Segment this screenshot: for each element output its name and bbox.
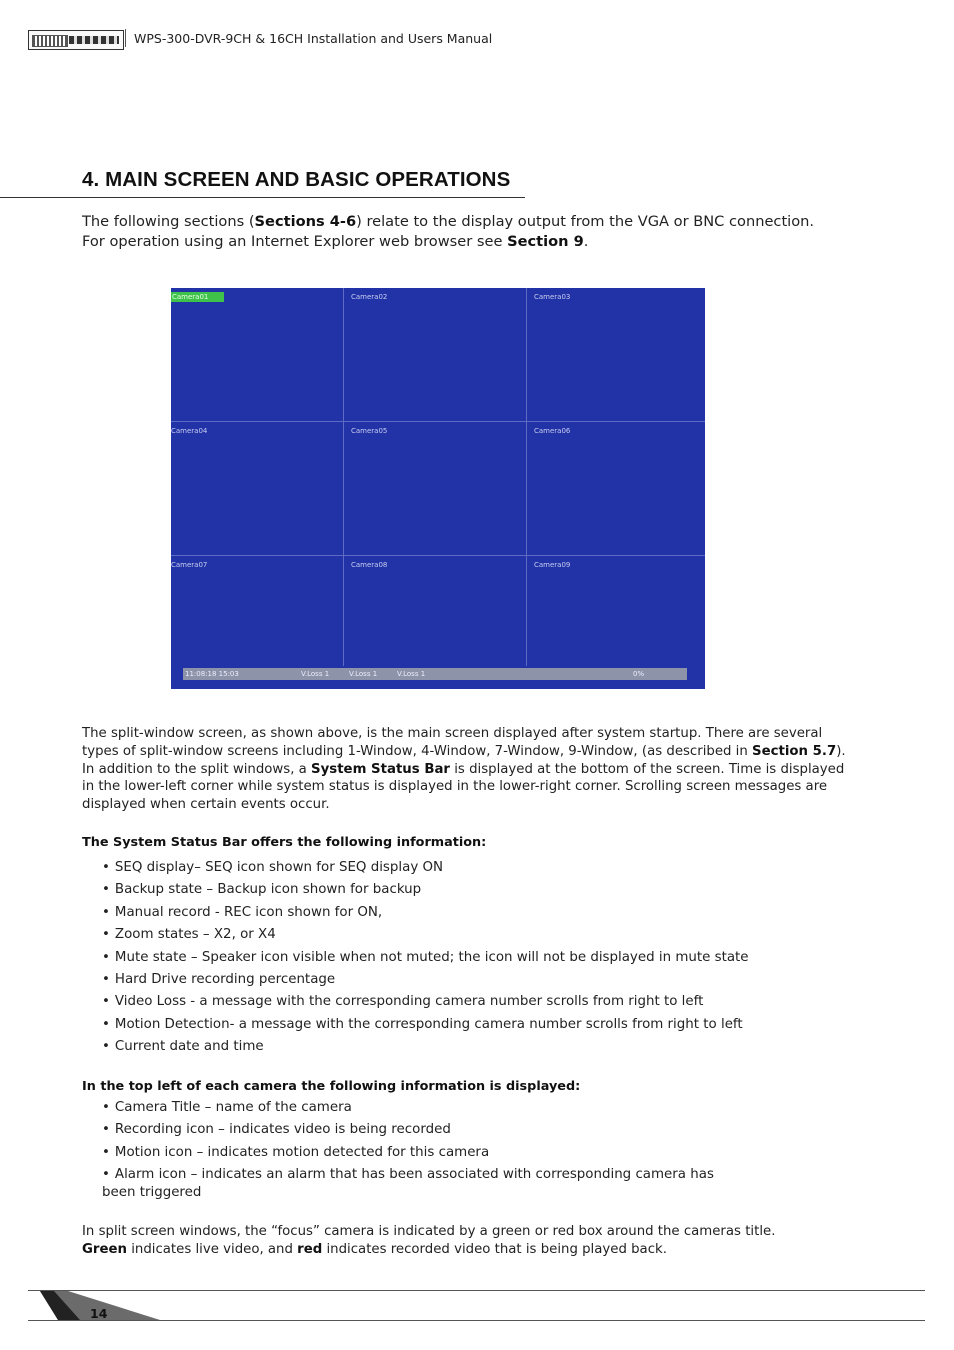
list-item: • Alarm icon – indicates an alarm that has been associated with corresponding camera has been triggered [102, 1166, 742, 1202]
dvr-main-screen [171, 288, 705, 689]
list-item: • Zoom states – X2, or X4 [102, 926, 749, 948]
list-item: • Video Loss - a message with the corresponding camera number scrolls from right to left [102, 993, 749, 1015]
list-item: • Motion icon – indicates motion detected for this camera [102, 1144, 742, 1166]
status-video-loss: V.Loss 1 [349, 670, 378, 678]
list-item: • Camera Title – name of the camera [102, 1099, 742, 1121]
title-divider [0, 197, 525, 198]
footer-divider [28, 1290, 925, 1291]
status-bar-heading: The System Status Bar offers the following information: [82, 835, 487, 850]
list-item: • Current date and time [102, 1038, 749, 1060]
grid-divider [171, 555, 705, 556]
list-item: • Manual record - REC icon shown for ON, [102, 904, 749, 926]
status-bar-list [102, 859, 749, 1061]
manual-title: WPS-300-DVR-9CH & 16CH Installation and Users Manual [134, 31, 493, 46]
split-window-paragraph: The split-window screen, as shown above, is the main screen displayed after system startup. There are several types of split-window screens including 1-Window, 4-Window, 7-Window, 9-Window, (as described in Section 5.7). In addition to the split windows, a System Status Bar is displayed at the bottom of the screen. Time is displayed in the lower-left corner while system status is displayed in the lower-right corner. Scrolling screen messages are displayed when certain events occur. [82, 726, 846, 813]
dvr-device-icon [28, 30, 124, 50]
camera-title-focused[interactable]: Camera01 [171, 292, 224, 302]
status-video-loss: V.Loss 1 [301, 670, 330, 678]
camera-title[interactable]: Camera05 [351, 427, 388, 435]
camera-title[interactable]: Camera02 [351, 293, 388, 301]
camera-title[interactable]: Camera07 [171, 561, 208, 569]
camera-title[interactable]: Camera09 [534, 561, 571, 569]
list-item: • Motion Detection- a message with the corresponding camera number scrolls from right to left [102, 1016, 749, 1038]
list-item: • Mute state – Speaker icon visible when not muted; the icon will not be displayed in mute state [102, 949, 749, 971]
page-number: 14 [90, 1306, 108, 1321]
focus-camera-paragraph: In split screen windows, the “focus” camera is indicated by a green or red box around the cameras title. Green indicates live video, and red indicates recorded video that is being played back. [82, 1224, 776, 1257]
grid-divider [526, 288, 527, 666]
footer-divider [28, 1320, 925, 1321]
grid-divider [171, 421, 705, 422]
list-item: • SEQ display– SEQ icon shown for SEQ display ON [102, 859, 749, 881]
list-item: • Hard Drive recording percentage [102, 971, 749, 993]
page-header [28, 28, 928, 52]
list-item: • Backup state – Backup icon shown for backup [102, 881, 749, 903]
camera-info-heading: In the top left of each camera the following information is displayed: [82, 1079, 581, 1094]
status-video-loss: V.Loss 1 [397, 670, 426, 678]
camera-title[interactable]: Camera03 [534, 293, 571, 301]
status-hdd-percent: 0% [633, 670, 645, 678]
list-item: • Recording icon – indicates video is being recorded [102, 1121, 742, 1143]
grid-divider [343, 288, 344, 666]
status-datetime: 11:08:18 15:03 [185, 670, 239, 678]
camera-title[interactable]: Camera08 [351, 561, 388, 569]
intro-paragraph: The following sections (Sections 4-6) relate to the display output from the VGA or BNC connection. For operation using an Internet Explorer web browser see Section 9. [82, 213, 815, 250]
system-status-bar [183, 668, 687, 680]
camera-title[interactable]: Camera04 [171, 427, 208, 435]
camera-title[interactable]: Camera06 [534, 427, 571, 435]
section-title: 4. MAIN SCREEN AND BASIC OPERATIONS [82, 168, 511, 191]
camera-info-list [102, 1099, 742, 1202]
